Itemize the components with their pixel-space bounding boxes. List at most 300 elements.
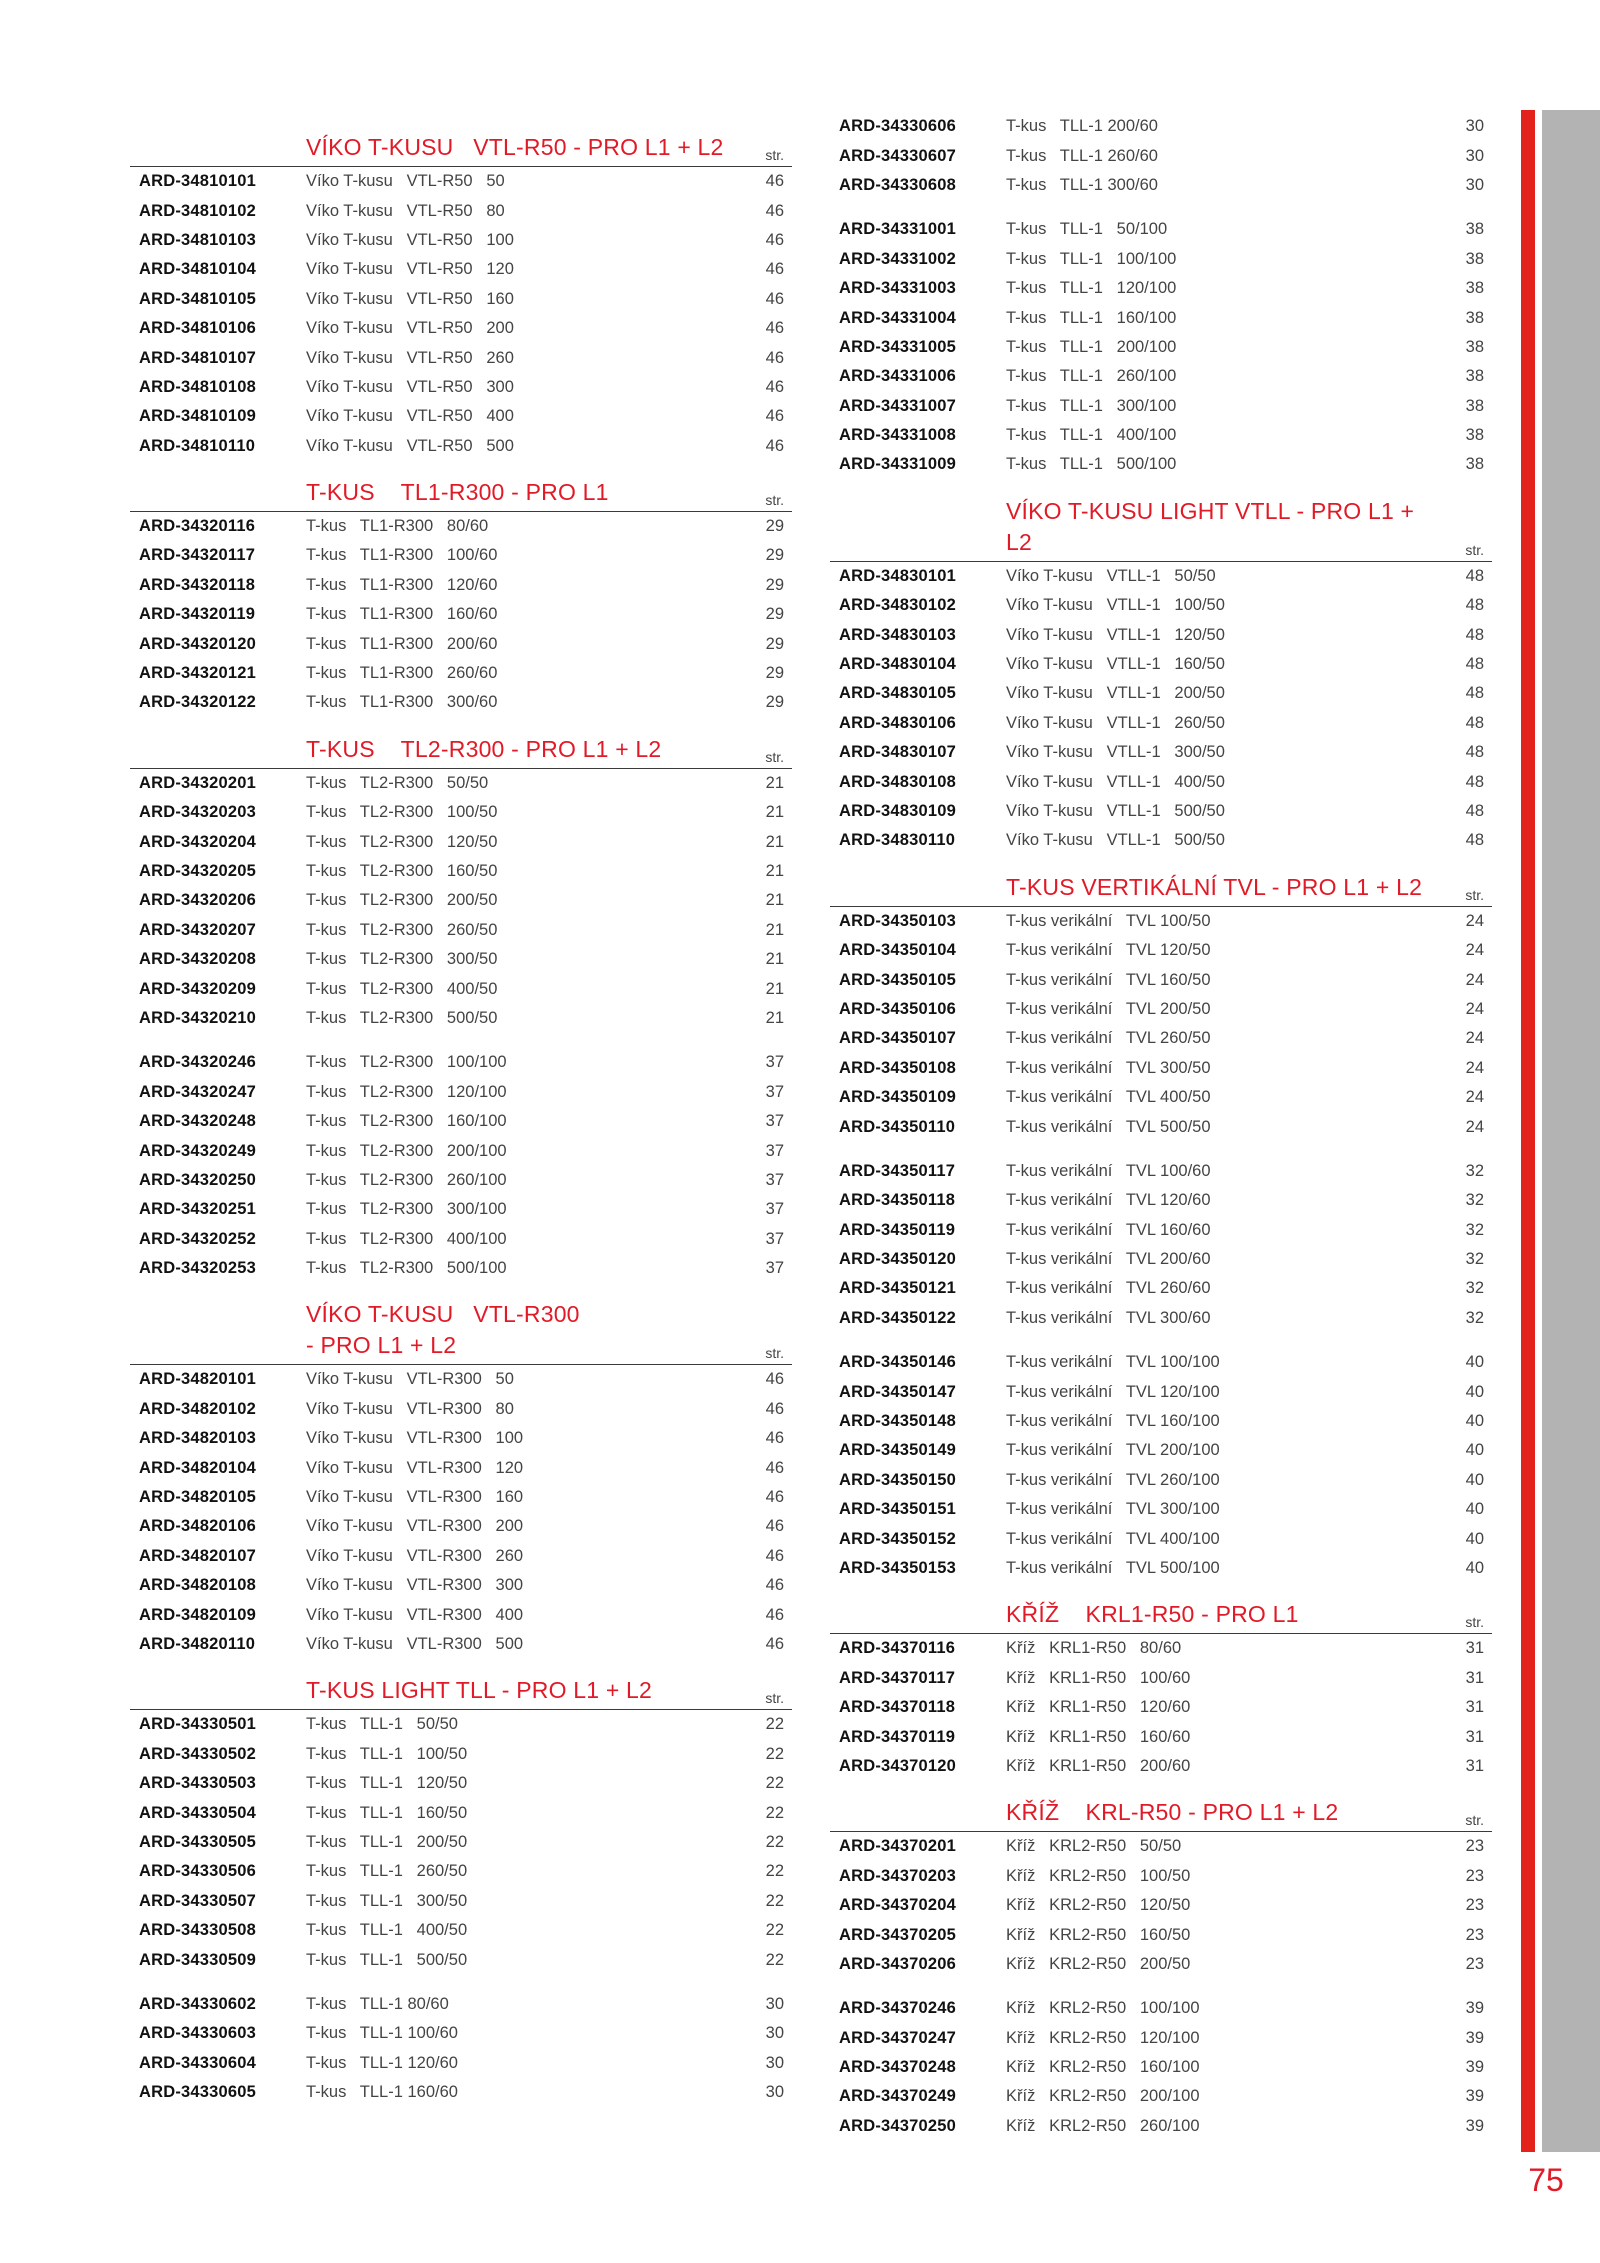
page-reference: 24 [1465,1058,1484,1077]
table-row [830,2082,1492,2111]
table-row [130,1740,792,1769]
product-code: ARD-34320207 [139,920,257,939]
table-row [130,688,792,717]
table-row [130,659,792,688]
product-code: ARD-34330508 [139,1921,257,1940]
catalog-section [830,1583,1492,1781]
table-row [830,1634,1492,1663]
page-reference: 37 [765,1053,784,1072]
product-description: T-kus TL2-R300 120/100 [306,1082,507,1101]
row-group [830,1832,1492,1979]
section-title: T-KUS TL1-R300 - PRO L1 [306,478,609,505]
page-reference: 24 [1465,970,1484,989]
product-code: ARD-34320246 [139,1053,257,1072]
section-header [830,480,1492,562]
page-reference: 46 [765,407,784,426]
page-reference: 23 [1465,1896,1484,1915]
left-column [130,112,792,2107]
product-description: Kříž KRL1-R50 120/60 [1006,1698,1191,1717]
product-code: ARD-34830105 [839,684,957,703]
page-reference: 37 [765,1170,784,1189]
product-code: ARD-34320208 [139,950,257,969]
page-reference: 46 [765,348,784,367]
section-title: T-KUS VERTIKÁLNÍ TVL - PRO L1 + L2 [1006,873,1423,900]
page-reference: 46 [765,1458,784,1477]
table-row [830,936,1492,965]
table-row [830,1083,1492,1112]
table-row [130,255,792,284]
table-row [130,512,792,541]
page-reference: 39 [1465,2087,1484,2106]
table-row [130,2048,792,2077]
table-row [130,1078,792,1107]
product-code: ARD-34320116 [139,517,256,536]
page-column-label: str. [1465,1614,1484,1631]
page-reference: 46 [765,289,784,308]
product-code: ARD-34350151 [839,1500,957,1519]
page-reference: 48 [1465,625,1484,644]
product-description: T-kus TL2-R300 500/50 [306,1008,498,1027]
product-code: ARD-34830110 [839,831,956,850]
page-reference: 40 [1465,1500,1484,1519]
section-header [830,1583,1492,1634]
product-code: ARD-34350147 [839,1382,957,1401]
product-code: ARD-34350120 [839,1250,957,1269]
page-reference: 32 [1465,1250,1484,1269]
table-row [830,1693,1492,1722]
product-description: Víko T-kusu VTL-R300 80 [306,1399,514,1418]
product-description: T-kus TL2-R300 160/100 [306,1112,507,1131]
page-reference: 48 [1465,596,1484,615]
row-group [130,167,792,461]
page-reference: 22 [765,1774,784,1793]
product-code: ARD-34370203 [839,1866,957,1885]
product-description: T-kus TLL-1 80/60 [306,1994,449,2013]
page-reference: 21 [765,1008,784,1027]
page-reference: 30 [765,2024,784,2043]
product-code: ARD-34320121 [139,664,257,683]
page-reference: 21 [765,950,784,969]
section-header [830,856,1492,907]
product-code: ARD-34330503 [139,1774,257,1793]
page-reference: 30 [1465,175,1484,194]
table-row [130,1365,792,1394]
page-reference: 38 [1465,279,1484,298]
product-description: T-kus TLL-1 160/100 [1006,308,1177,327]
product-code: ARD-34320122 [139,693,257,712]
table-row [130,1048,792,1077]
row-group [830,1634,1492,1781]
table-row [130,1630,792,1659]
page-reference: 31 [1465,1639,1484,1658]
table-row [830,1832,1492,1861]
product-description: Víko T-kusu VTLL-1 120/50 [1006,625,1225,644]
table-row [830,1274,1492,1303]
product-code: ARD-34330604 [139,2053,257,2072]
product-description: Víko T-kusu VTL-R50 160 [306,289,514,308]
product-description: Kříž KRL1-R50 160/60 [1006,1727,1191,1746]
product-description: Víko T-kusu VTL-R50 400 [306,407,514,426]
product-code: ARD-34320253 [139,1259,257,1278]
table-row [130,1542,792,1571]
table-row [830,1304,1492,1333]
product-code: ARD-34350105 [839,970,957,989]
product-description: T-kus TL2-R300 500/100 [306,1259,507,1278]
product-description: Kříž KRL1-R50 80/60 [1006,1639,1182,1658]
product-description: Kříž KRL2-R50 120/100 [1006,2028,1200,2047]
table-row [130,629,792,658]
section-title: VÍKO T-KUSU VTL-R300 - PRO L1 + L2 [306,1301,580,1359]
row-group [830,1994,1492,2141]
product-code: ARD-34331007 [839,396,957,415]
page-reference: 48 [1465,684,1484,703]
table-row [830,1157,1492,1186]
table-row [130,1166,792,1195]
table-row [830,2023,1492,2052]
product-description: T-kus verikální TVL 160/100 [1006,1412,1220,1431]
product-description: T-kus verikální TVL 500/50 [1006,1117,1211,1136]
page-reference: 46 [765,1576,784,1595]
table-row [830,333,1492,362]
product-description: T-kus verikální TVL 400/50 [1006,1088,1211,1107]
product-description: Víko T-kusu VTLL-1 260/50 [1006,713,1225,732]
product-code: ARD-34350149 [839,1441,957,1460]
product-code: ARD-34820106 [139,1517,257,1536]
product-code: ARD-34331009 [839,455,957,474]
page-reference: 40 [1465,1382,1484,1401]
product-code: ARD-34320201 [139,773,257,792]
page-reference: 21 [765,803,784,822]
table-row [130,167,792,196]
product-code: ARD-34330603 [139,2024,257,2043]
table-row [130,1887,792,1916]
product-description: Víko T-kusu VTL-R50 260 [306,348,514,367]
product-code: ARD-34330502 [139,1744,257,1763]
table-row [830,1994,1492,2023]
product-code: ARD-34370250 [839,2116,957,2135]
page-column-label: str. [765,491,784,508]
product-code: ARD-34350121 [839,1279,957,1298]
product-code: ARD-34350148 [839,1412,957,1431]
table-row [830,1891,1492,1920]
product-code: ARD-34350103 [839,911,957,930]
product-description: T-kus TL1-R300 300/60 [306,693,498,712]
table-row [830,171,1492,200]
product-code: ARD-34330605 [139,2083,257,2102]
product-description: Víko T-kusu VTL-R300 160 [306,1488,524,1507]
group-spacer [830,1979,1492,1994]
product-description: T-kus verikální TVL 100/50 [1006,911,1211,930]
page-reference: 46 [765,201,784,220]
page-reference: 40 [1465,1558,1484,1577]
page-reference: 21 [765,832,784,851]
page-reference: 24 [1465,999,1484,1018]
page-reference: 29 [765,546,784,565]
product-code: ARD-34810109 [139,407,257,426]
page-reference: 38 [1465,337,1484,356]
product-description: T-kus TL2-R300 200/100 [306,1141,507,1160]
table-row [830,562,1492,591]
red-accent-bar [1521,110,1535,2152]
product-description: T-kus verikální TVL 300/50 [1006,1058,1211,1077]
page-reference: 24 [1465,1029,1484,1048]
section-header [130,718,792,769]
product-description: Kříž KRL2-R50 260/100 [1006,2116,1200,2135]
product-description: Víko T-kusu VTL-R300 400 [306,1605,524,1624]
product-description: T-kus TL2-R300 300/50 [306,950,498,969]
page-reference: 37 [765,1229,784,1248]
page-reference: 29 [765,605,784,624]
product-description: T-kus verikální TVL 160/60 [1006,1220,1211,1239]
table-row [830,450,1492,479]
table-row [830,1495,1492,1524]
page-reference: 31 [1465,1698,1484,1717]
product-description: Kříž KRL2-R50 200/50 [1006,1954,1191,1973]
table-row [130,1107,792,1136]
product-description: T-kus TLL-1 260/50 [306,1862,468,1881]
page-reference: 21 [765,920,784,939]
page-reference: 29 [765,664,784,683]
product-description: Víko T-kusu VTLL-1 500/50 [1006,802,1225,820]
page-reference: 24 [1465,1117,1484,1136]
product-description: Kříž KRL2-R50 50/50 [1006,1837,1182,1856]
table-row [130,1512,792,1541]
product-code: ARD-34830101 [839,566,957,585]
page-number: 75 [1528,2162,1564,2198]
page-reference: 46 [765,319,784,338]
product-description: T-kus TLL-1 500/50 [306,1950,468,1969]
table-row [830,303,1492,332]
page-reference: 37 [765,1141,784,1160]
product-code: ARD-34830107 [839,743,957,762]
table-row [130,1600,792,1629]
table-row [130,2078,792,2107]
page-reference: 46 [765,1517,784,1536]
product-description: T-kus verikální TVL 100/100 [1006,1353,1220,1372]
product-code: ARD-34370120 [839,1756,957,1775]
product-description: T-kus TL1-R300 160/60 [306,605,498,624]
product-description: T-kus TLL-1 300/50 [306,1891,468,1910]
table-row [830,591,1492,620]
section-title: T-KUS LIGHT TLL - PRO L1 + L2 [306,1677,653,1704]
page-column-label: str. [765,147,784,163]
table-row [830,1348,1492,1377]
product-code: ARD-34320249 [139,1141,257,1160]
page-reference: 39 [1465,2058,1484,2077]
page-reference: 21 [765,979,784,998]
table-row [130,916,792,945]
product-code: ARD-34830104 [839,655,957,674]
table-row [130,1916,792,1945]
table-row [830,1377,1492,1406]
product-description: T-kus TLL-1 300/60 [1006,175,1158,194]
product-code: ARD-34330607 [839,146,957,165]
table-row [130,373,792,402]
product-code: ARD-34330506 [139,1862,257,1881]
product-code: ARD-34330608 [839,175,957,194]
product-description: T-kus verikální TVL 100/60 [1006,1161,1211,1180]
table-row [830,826,1492,855]
product-code: ARD-34370206 [839,1954,957,1973]
page-reference: 39 [1465,2028,1484,2047]
table-row [130,285,792,314]
table-row [130,798,792,827]
section-header [130,112,792,167]
product-description: T-kus verikální TVL 260/100 [1006,1470,1220,1489]
page-reference: 29 [765,517,784,536]
page-reference: 38 [1465,249,1484,268]
table-row [830,650,1492,679]
page-reference: 29 [765,575,784,594]
page-reference: 48 [1465,772,1484,791]
catalog-section [130,1659,792,2107]
product-description: Kříž KRL1-R50 200/60 [1006,1756,1191,1775]
product-description: T-kus TL2-R300 160/50 [306,862,498,880]
product-code: ARD-34830102 [839,596,957,615]
table-row [130,402,792,431]
product-description: T-kus verikální TVL 300/100 [1006,1500,1220,1519]
page-reference: 39 [1465,1999,1484,2018]
page-column-label: str. [1465,541,1484,558]
product-code: ARD-34320119 [139,605,256,624]
page-reference: 29 [765,634,784,653]
page-reference: 37 [765,1082,784,1101]
table-row [130,945,792,974]
product-code: ARD-34370248 [839,2058,957,2077]
product-code: ARD-34320204 [139,832,257,851]
product-description: T-kus verikální TVL 260/50 [1006,1029,1211,1048]
product-code: ARD-34331005 [839,337,957,356]
page-reference: 32 [1465,1161,1484,1180]
table-row [130,1195,792,1224]
product-description: Víko T-kusu VTL-R300 50 [306,1370,514,1389]
product-code: ARD-34810107 [139,348,257,367]
page-reference: 24 [1465,911,1484,930]
table-row [130,196,792,225]
table-row [830,907,1492,936]
page-reference: 46 [765,172,784,191]
table-row [130,1857,792,1886]
product-description: T-kus TLL-1 500/100 [1006,455,1177,474]
page-reference: 24 [1465,1088,1484,1107]
product-description: Kříž KRL2-R50 120/50 [1006,1896,1191,1915]
table-row [130,343,792,372]
product-description: T-kus TL2-R300 260/50 [306,920,498,939]
page-reference: 29 [765,693,784,712]
page-reference: 22 [765,1862,784,1881]
product-code: ARD-34350153 [839,1558,957,1577]
product-code: ARD-34320252 [139,1229,257,1248]
table-row [130,1453,792,1482]
product-description: T-kus verikální TVL 160/50 [1006,970,1211,989]
page-reference: 46 [765,1399,784,1418]
product-code: ARD-34830109 [839,802,957,820]
product-code: ARD-34370246 [839,1999,957,2018]
product-code: ARD-34331008 [839,426,957,445]
table-row [830,1112,1492,1141]
product-code: ARD-34350107 [839,1029,957,1048]
row-group [130,1048,792,1283]
product-description: T-kus TLL-1 120/60 [306,2053,458,2072]
product-code: ARD-34330501 [139,1715,257,1734]
product-code: ARD-34350109 [839,1088,957,1107]
product-description: Víko T-kusu VTLL-1 300/50 [1006,743,1225,762]
section-title: T-KUS TL2-R300 - PRO L1 + L2 [306,735,662,762]
page-reference: 32 [1465,1308,1484,1327]
product-code: ARD-34320203 [139,803,257,822]
product-description: T-kus TLL-1 160/50 [306,1803,468,1822]
product-code: ARD-34350104 [839,941,957,960]
product-description: T-kus TLL-1 50/100 [1006,220,1168,239]
product-code: ARD-34330504 [139,1803,257,1822]
group-spacer [130,1975,792,1990]
product-description: T-kus TLL-1 260/100 [1006,367,1177,386]
product-description: T-kus TL2-R300 260/100 [306,1170,507,1189]
section-header [130,1283,792,1365]
table-row [830,679,1492,708]
table-row [130,1798,792,1827]
row-group [830,907,1492,1142]
page-column-label: str. [1465,1812,1484,1829]
product-code: ARD-34330505 [139,1832,257,1851]
product-code: ARD-34810110 [139,436,256,455]
row-group [130,512,792,718]
product-description: Víko T-kusu VTL-R300 120 [306,1458,524,1477]
product-description: T-kus TLL-1 100/100 [1006,249,1177,268]
page-reference: 22 [765,1803,784,1822]
table-row [830,215,1492,244]
product-description: Kříž KRL2-R50 160/50 [1006,1925,1191,1944]
page-reference: 46 [765,1488,784,1507]
product-description: T-kus verikální TVL 200/60 [1006,1250,1211,1269]
page-reference: 38 [1465,220,1484,239]
row-group [830,562,1492,856]
product-description: T-kus TLL-1 200/100 [1006,337,1177,356]
table-row [830,1024,1492,1053]
product-description: Víko T-kusu VTL-R300 100 [306,1429,524,1448]
table-row [130,1828,792,1857]
product-description: T-kus TL1-R300 120/60 [306,575,498,594]
product-code: ARD-34320205 [139,862,257,880]
table-row [830,2112,1492,2141]
page-column-label: str. [765,1345,784,1362]
product-description: T-kus TL2-R300 200/50 [306,891,498,910]
row-group [130,1710,792,1975]
table-row [130,857,792,886]
table-row [130,571,792,600]
product-code: ARD-34370116 [839,1639,956,1658]
product-description: T-kus TLL-1 300/100 [1006,396,1177,415]
product-description: T-kus TLL-1 200/50 [306,1832,468,1851]
right-column [830,112,1492,2141]
product-code: ARD-34331003 [839,279,957,298]
page-reference: 46 [765,377,784,396]
page-reference: 48 [1465,566,1484,585]
product-code: ARD-34820107 [139,1546,257,1565]
table-row [130,769,792,798]
product-description: T-kus verikální TVL 200/50 [1006,999,1211,1018]
product-code: ARD-34820102 [139,1399,257,1418]
page-reference: 22 [765,1950,784,1969]
product-code: ARD-34350119 [839,1220,956,1239]
page-reference: 30 [765,2083,784,2102]
product-description: T-kus TLL-1 260/60 [1006,146,1158,165]
product-description: T-kus TLL-1 200/60 [1006,117,1158,136]
row-group [130,769,792,1034]
page-column-label: str. [765,1690,784,1707]
page-reference: 21 [765,862,784,880]
table-row [830,1216,1492,1245]
